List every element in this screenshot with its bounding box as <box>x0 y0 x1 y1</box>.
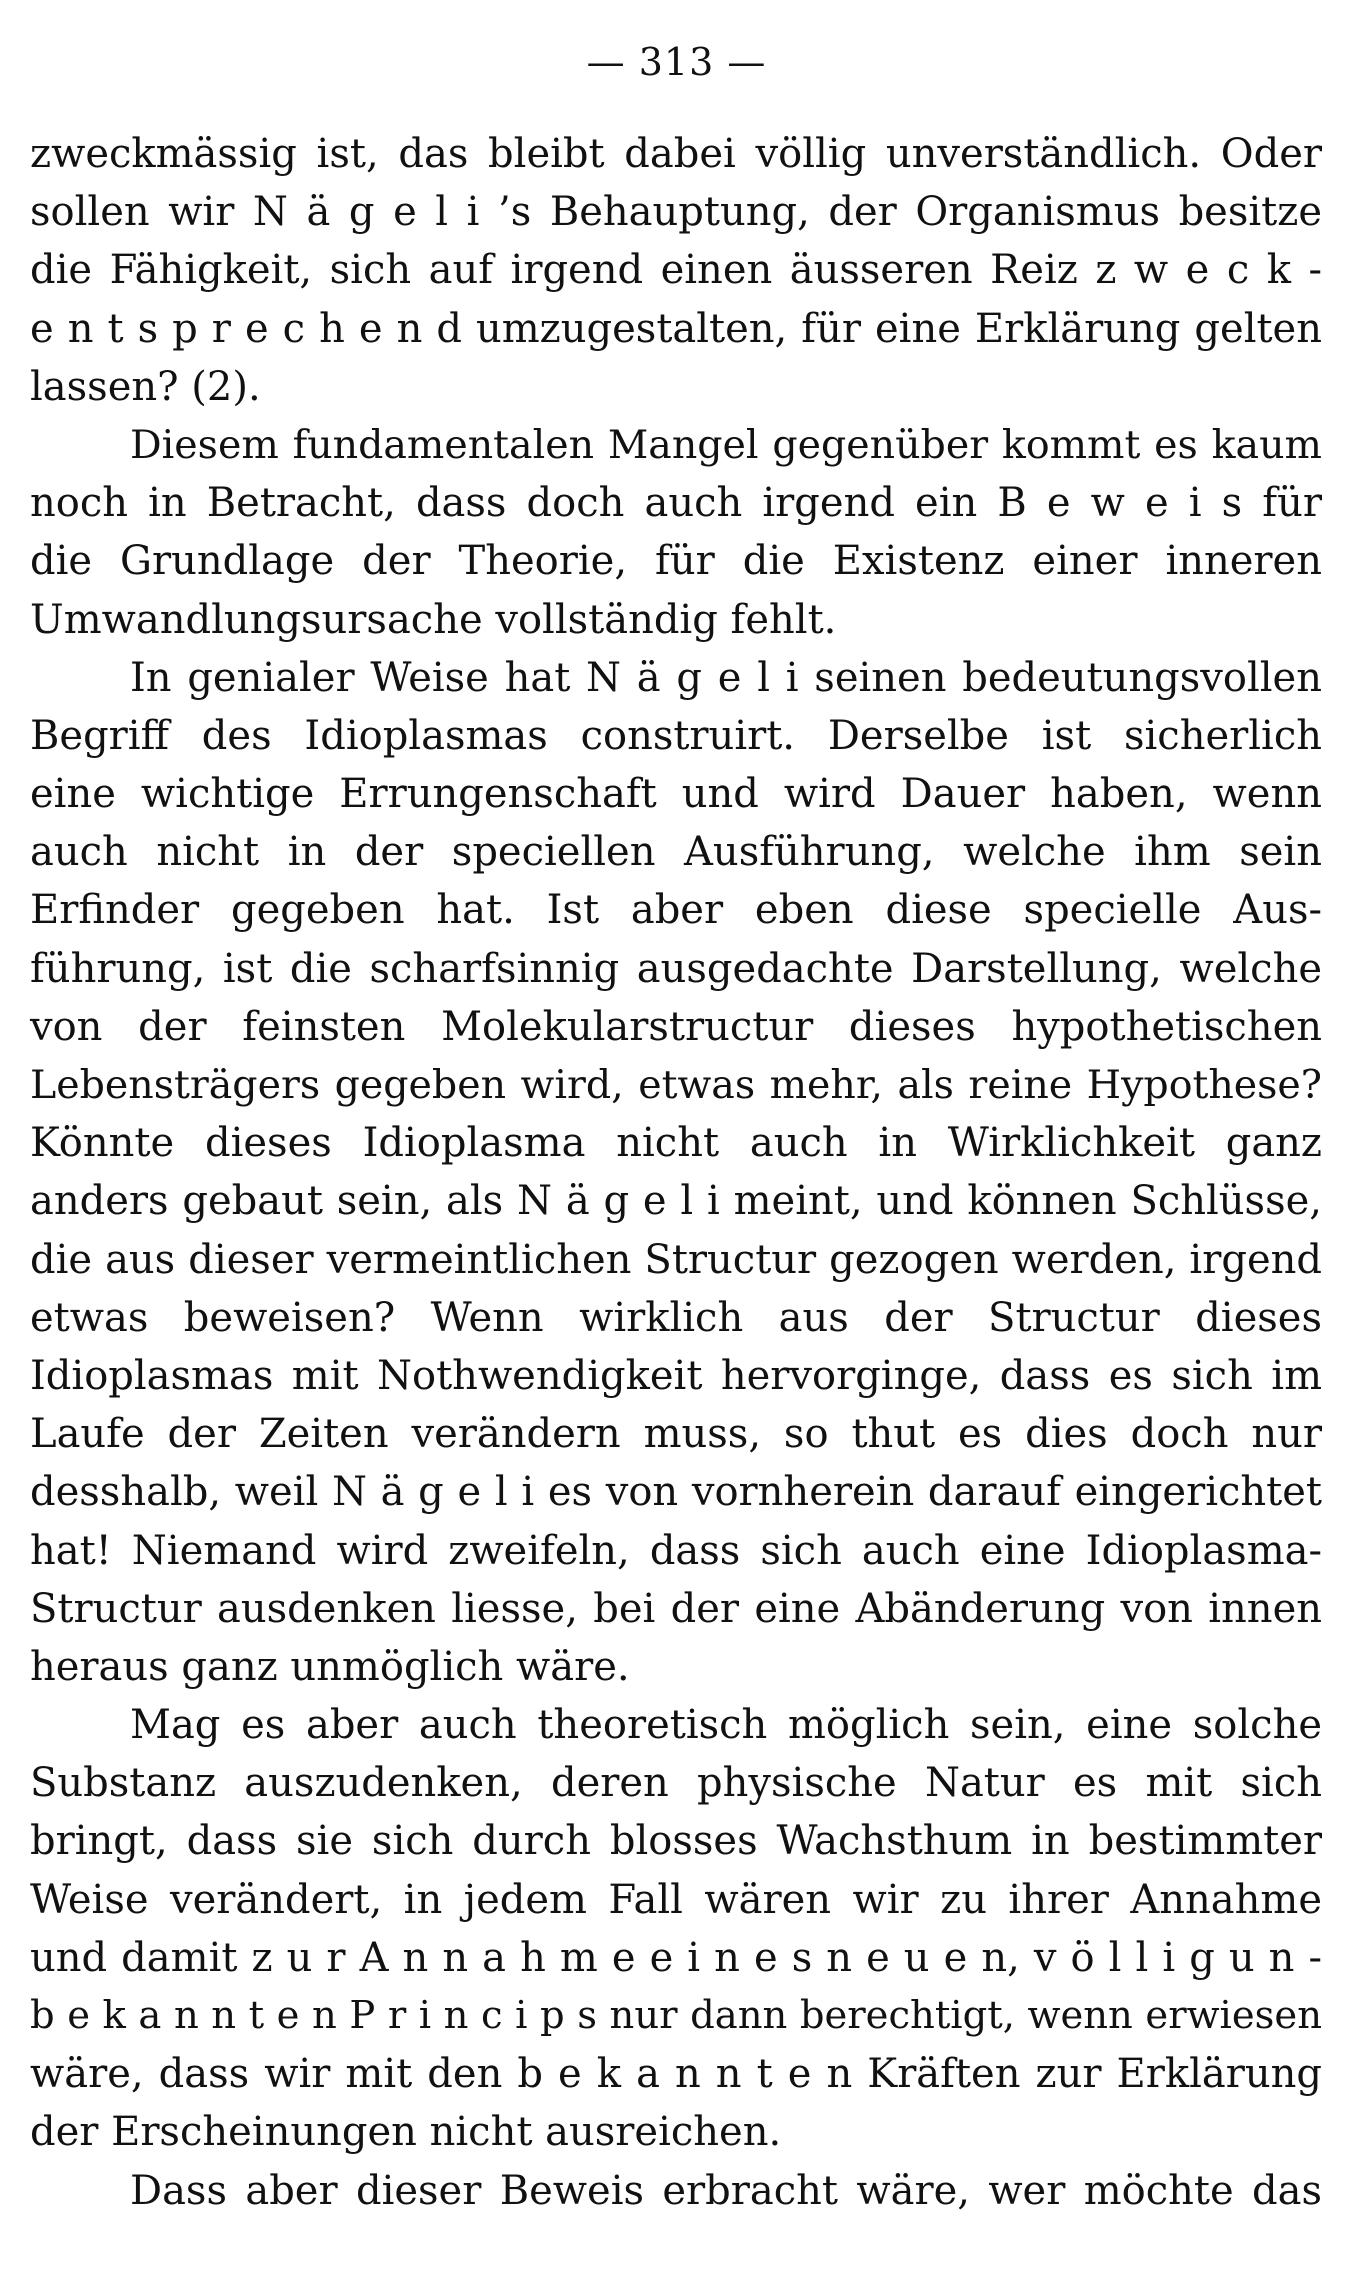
body-text <box>30 125 1322 2220</box>
text-line: lassen? (2). <box>30 363 261 410</box>
text-line: hat! Niemand wird zweifeln, dass sich auch eine Idioplasma- <box>30 1527 1322 1574</box>
text-line: eine wichtige Errungenschaft und wird Dauer haben, wenn <box>30 771 1322 818</box>
text-line: auch nicht in der speciellen Ausführung, welche ihm sein <box>30 829 1322 876</box>
text-line: Diesem fundamentalen Mangel gegenüber kommt es kaum <box>130 421 1322 468</box>
text-line: die Grundlage der Theorie, für die Existenz einer inneren <box>30 538 1322 585</box>
text-line: von der feinsten Molekularstructur dieses hypothetischen <box>30 1003 1322 1050</box>
text-line: Begriff des Idioplasmas construirt. Derselbe ist sicherlich <box>30 712 1322 759</box>
text-line: der Erscheinungen nicht ausreichen. <box>30 2109 782 2156</box>
text-line: Umwandlungsursache vollständig fehlt. <box>30 596 837 643</box>
text-line: und damit z u r A n n a h m e e i n e s n e u e n, v ö l l i g u n - <box>30 1934 1322 1981</box>
page-number: — 313 — <box>586 40 767 84</box>
text-line: b e k a n n t e n P r i n c i p s nur dann berechtigt, wenn erwiesen <box>30 1993 1322 2038</box>
text-line: die Fähigkeit, sich auf irgend einen äusseren Reiz z w e c k - <box>30 247 1322 294</box>
text-line: Substanz auszudenken, deren physische Natur es mit sich <box>30 1760 1322 1807</box>
text-line: Laufe der Zeiten verändern muss, so thut es dies doch nur <box>30 1411 1322 1458</box>
text-line: Lebensträgers gegeben wird, etwas mehr, als reine Hypothese? <box>30 1062 1322 1108</box>
text-line: die aus dieser vermeintlichen Structur gezogen werden, irgend <box>30 1236 1322 1283</box>
text-line: Structur ausdenken liesse, bei der eine Abänderung von innen <box>30 1585 1322 1632</box>
text-line: Mag es aber auch theoretisch möglich sein, eine solche <box>130 1702 1322 1749</box>
text-line: heraus ganz unmöglich wäre. <box>30 1643 630 1690</box>
text-line: In genialer Weise hat N ä g e l i seinen bedeutungsvollen <box>130 654 1322 701</box>
text-line: noch in Betracht, dass doch auch irgend ein B e w e i s für <box>30 480 1322 527</box>
text-line: Könnte dieses Idioplasma nicht auch in Wirklichkeit ganz <box>30 1120 1322 1167</box>
text-line: anders gebaut sein, als N ä g e l i meint, und können Schlüsse, <box>30 1178 1322 1225</box>
text-line: Weise verändert, in jedem Fall wären wir zu ihrer Annahme <box>30 1876 1322 1923</box>
text-line: bringt, dass sie sich durch blosses Wachsthum in bestimmter <box>30 1818 1322 1865</box>
text-line: sollen wir N ä g e l i ’s Behauptung, der Organismus besitze <box>30 189 1322 236</box>
text-line: etwas beweisen? Wenn wirklich aus der Structur dieses <box>30 1294 1322 1341</box>
text-line: Dass aber dieser Beweis erbracht wäre, wer möchte das <box>130 2167 1322 2214</box>
text-line: Idioplasmas mit Nothwendigkeit hervorginge, dass es sich im <box>30 1352 1322 1399</box>
text-line: e n t s p r e c h e n d umzugestalten, für eine Erklärung gelten <box>30 305 1322 352</box>
text-line: Erfinder gegeben hat. Ist aber eben diese specielle Aus- <box>30 887 1322 934</box>
text-line: desshalb, weil N ä g e l i es von vornherein darauf eingerichtet <box>30 1469 1322 1516</box>
text-line: wäre, dass wir mit den b e k a n n t e n Kräften zur Erklärung <box>30 2051 1322 2098</box>
text-line: zweckmässig ist, das bleibt dabei völlig unverständlich. Oder <box>30 131 1322 177</box>
text-line: führung, ist die scharfsinnig ausgedachte Darstellung, welche <box>30 945 1322 992</box>
